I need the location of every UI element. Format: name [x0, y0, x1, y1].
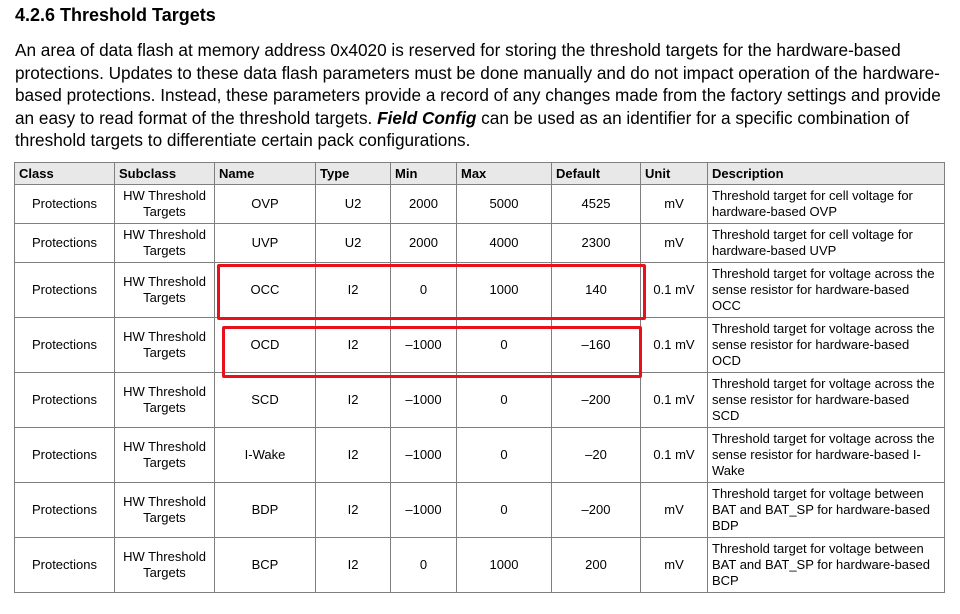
cell-description: Threshold target for cell voltage for hardware-based UVP: [708, 224, 945, 263]
header-unit: Unit: [641, 163, 708, 185]
table-row-ocd: [15, 318, 945, 373]
cell-subclass: HW Threshold Targets: [115, 538, 215, 593]
cell-class: Protections: [15, 373, 115, 428]
cell-description: Threshold target for voltage across the sense resistor for hardware-based I-Wake: [708, 428, 945, 483]
table-row-occ: [15, 263, 945, 318]
cell-description: Threshold target for voltage across the sense resistor for hardware-based OCC: [708, 263, 945, 318]
field-config-emphasis: Field Config: [377, 107, 477, 128]
cell-min: –1000: [391, 483, 457, 538]
cell-default: 140: [552, 263, 641, 318]
table-row-scd: [15, 373, 945, 428]
cell-description: Threshold target for cell voltage for hardware-based OVP: [708, 185, 945, 224]
cell-subclass: HW Threshold Targets: [115, 318, 215, 373]
table-row-ovp: [15, 185, 945, 224]
cell-description: Threshold target for voltage between BAT and BAT_SP for hardware-based BCP: [708, 538, 945, 593]
cell-class: Protections: [15, 263, 115, 318]
cell-description: Threshold target for voltage across the sense resistor for hardware-based OCD: [708, 318, 945, 373]
cell-type: I2: [316, 538, 391, 593]
table-row-bdp: [15, 483, 945, 538]
cell-subclass: HW Threshold Targets: [115, 263, 215, 318]
header-min: Min: [391, 163, 457, 185]
cell-default: 200: [552, 538, 641, 593]
intro-text-part2: can be used as an identifier for a specific combination of threshold targets to differentiate certain pack configurations.: [15, 107, 910, 150]
cell-name: OCD: [215, 318, 316, 373]
cell-default: 2300: [552, 224, 641, 263]
cell-name: SCD: [215, 373, 316, 428]
header-subclass: Subclass: [115, 163, 215, 185]
cell-type: I2: [316, 483, 391, 538]
cell-type: I2: [316, 373, 391, 428]
intro-text-part1: An area of data flash at memory address 0x4020 is reserved for storing the threshold targets for the hardware-based protections. Updates to these data flash parameters must be done manually and do not impact operation of the hardware-based protections. Instead, these parameters provide a record of any changes made from the factory settings and provide an easy to read format of the threshold targets.: [15, 40, 941, 128]
header-class: Class: [15, 163, 115, 185]
cell-default: –160: [552, 318, 641, 373]
cell-max: 0: [457, 428, 552, 483]
cell-max: 0: [457, 318, 552, 373]
cell-name: I-Wake: [215, 428, 316, 483]
cell-description: Threshold target for voltage across the sense resistor for hardware-based SCD: [708, 373, 945, 428]
cell-unit: mV: [641, 483, 708, 538]
cell-default: –200: [552, 373, 641, 428]
cell-unit: 0.1 mV: [641, 318, 708, 373]
cell-max: 4000: [457, 224, 552, 263]
cell-min: 0: [391, 263, 457, 318]
table-row-i-wake: [15, 428, 945, 483]
header-max: Max: [457, 163, 552, 185]
cell-name: BCP: [215, 538, 316, 593]
table-header-row: [15, 163, 945, 185]
intro-paragraph: [15, 39, 950, 152]
cell-class: Protections: [15, 185, 115, 224]
cell-class: Protections: [15, 318, 115, 373]
cell-class: Protections: [15, 538, 115, 593]
cell-description: Threshold target for voltage between BAT and BAT_SP for hardware-based BDP: [708, 483, 945, 538]
header-default: Default: [552, 163, 641, 185]
header-description: Description: [708, 163, 945, 185]
cell-subclass: HW Threshold Targets: [115, 373, 215, 428]
table-row-bcp: [15, 538, 945, 593]
cell-name: OCC: [215, 263, 316, 318]
cell-class: Protections: [15, 224, 115, 263]
cell-name: UVP: [215, 224, 316, 263]
cell-type: I2: [316, 318, 391, 373]
section-heading: 4.2.6 Threshold Targets: [15, 5, 216, 25]
cell-subclass: HW Threshold Targets: [115, 224, 215, 263]
cell-unit: 0.1 mV: [641, 428, 708, 483]
cell-min: 2000: [391, 185, 457, 224]
cell-class: Protections: [15, 483, 115, 538]
cell-max: 0: [457, 373, 552, 428]
table-row-uvp: [15, 224, 945, 263]
cell-default: 4525: [552, 185, 641, 224]
cell-subclass: HW Threshold Targets: [115, 428, 215, 483]
cell-min: –1000: [391, 373, 457, 428]
cell-max: 1000: [457, 263, 552, 318]
cell-min: –1000: [391, 428, 457, 483]
cell-max: 5000: [457, 185, 552, 224]
cell-min: 2000: [391, 224, 457, 263]
cell-type: I2: [316, 263, 391, 318]
cell-type: U2: [316, 185, 391, 224]
cell-min: 0: [391, 538, 457, 593]
cell-unit: mV: [641, 224, 708, 263]
cell-unit: 0.1 mV: [641, 373, 708, 428]
cell-class: Protections: [15, 428, 115, 483]
cell-default: –200: [552, 483, 641, 538]
cell-max: 0: [457, 483, 552, 538]
cell-type: U2: [316, 224, 391, 263]
cell-unit: mV: [641, 538, 708, 593]
cell-unit: mV: [641, 185, 708, 224]
cell-unit: 0.1 mV: [641, 263, 708, 318]
cell-type: I2: [316, 428, 391, 483]
cell-name: OVP: [215, 185, 316, 224]
threshold-targets-table: [14, 162, 945, 593]
cell-default: –20: [552, 428, 641, 483]
cell-name: BDP: [215, 483, 316, 538]
cell-min: –1000: [391, 318, 457, 373]
header-name: Name: [215, 163, 316, 185]
cell-subclass: HW Threshold Targets: [115, 483, 215, 538]
header-type: Type: [316, 163, 391, 185]
cell-max: 1000: [457, 538, 552, 593]
cell-subclass: HW Threshold Targets: [115, 185, 215, 224]
